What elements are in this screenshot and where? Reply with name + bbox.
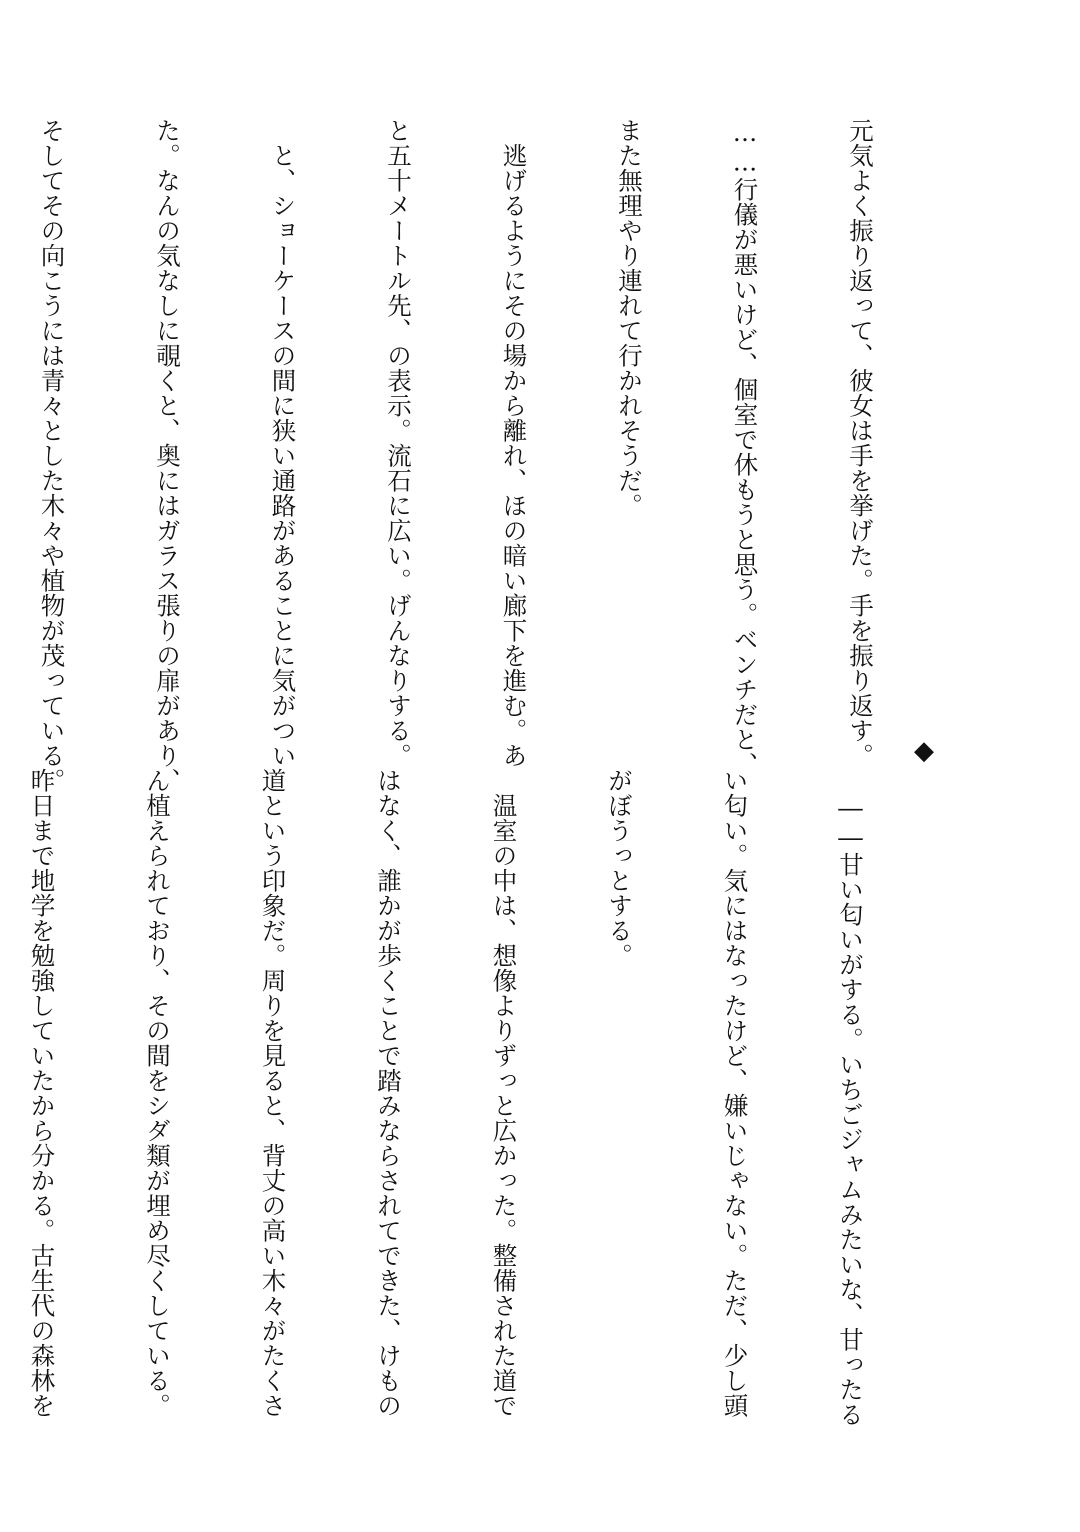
text-line: 昨日まで地学を勉強していたから分かる。古生代の森林を bbox=[27, 768, 57, 1418]
text-line: い匂い。気にはなったけど、嫌いじゃない。ただ、少し頭 bbox=[720, 768, 750, 1418]
text-line: ――甘い匂いがする。いちごジャムみたいな、甘ったる bbox=[836, 768, 865, 1427]
text-line: がぼうっとする。 bbox=[605, 768, 634, 968]
text-line: 温室の中は、想像よりずっと広かった。整備された道で bbox=[489, 768, 519, 1418]
text-line: と、ショーケースの間に狭い通路があることに気がつい bbox=[268, 118, 298, 768]
text-line: と五十メートル先、の表示。流石に広い。げんなりする。 bbox=[384, 118, 413, 768]
text-line: はなく、誰かが歩くことで踏みならされてできた、けもの bbox=[374, 768, 403, 1418]
text-line: 元気よく振り返って、彼女は手を挙げた。手を振り返す。 bbox=[846, 118, 875, 768]
text-line: た。なんの気なしに覗くと、奥にはガラス張りの扉があり、 bbox=[153, 118, 182, 793]
text-line: ん植えられており、その間をシダ類が埋め尽くしている。 bbox=[143, 768, 172, 1418]
text-line: また無理やり連れて行かれそうだ。 bbox=[615, 118, 644, 518]
text-line: そしてその向こうには青々とした木々や植物が茂っている。 bbox=[37, 118, 67, 793]
text-line: 逃げるようにその場から離れ、ほの暗い廊下を進む。あ bbox=[499, 118, 529, 768]
lower-text-block bbox=[0, 768, 946, 1427]
text-line: 道という印象だ。周りを見ると、背丈の高い木々がたくさ bbox=[258, 768, 288, 1418]
section-break-diamond: ◆ bbox=[914, 736, 934, 766]
text-line: ……行儀が悪いけど、個室で休もうと思う。ベンチだと、 bbox=[730, 118, 760, 777]
upper-text-block bbox=[0, 118, 956, 793]
